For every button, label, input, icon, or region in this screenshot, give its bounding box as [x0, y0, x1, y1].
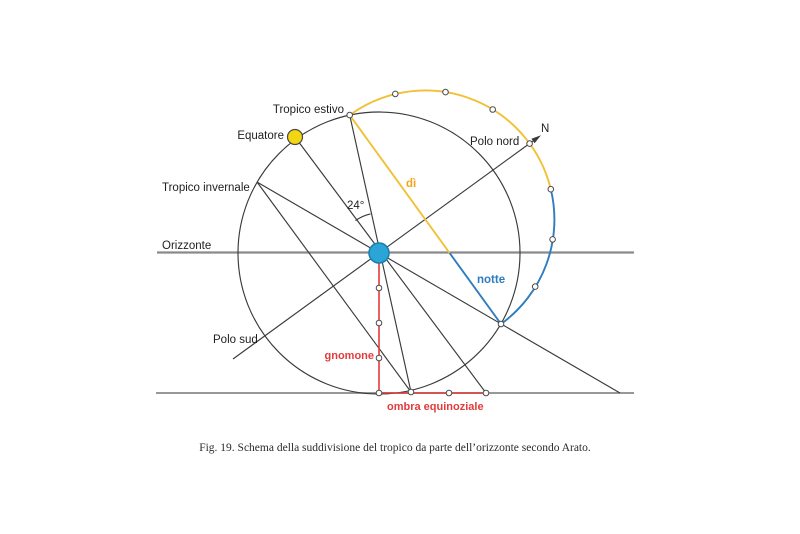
equator-sun-dot [288, 130, 303, 145]
shadow-end-marker [483, 390, 489, 396]
label-north: N [541, 123, 550, 135]
label-tropico-invernale: Tropico invernale [162, 182, 250, 194]
label-polo-nord: Polo nord [470, 136, 520, 148]
label-angle-24: 24° [347, 200, 365, 212]
polo-nord-marker [527, 141, 533, 147]
gnomon-base-marker [376, 390, 382, 396]
day-night-junction-marker [548, 186, 554, 192]
label-night: notte [477, 274, 506, 286]
arc-marker [393, 91, 399, 97]
label-polo-sud: Polo sud [213, 334, 258, 346]
night-end-marker [498, 321, 504, 327]
arc-marker [490, 107, 496, 113]
obliquity-angle-arc [356, 214, 371, 221]
gnomon-shadow-markers [376, 285, 489, 396]
arc-marker [347, 112, 353, 118]
arc-marker [550, 237, 556, 243]
label-orizzonte: Orizzonte [162, 240, 212, 252]
gnomon-marker [376, 320, 382, 326]
label-tropico-estivo: Tropico estivo [272, 104, 344, 116]
day-arc [350, 91, 551, 190]
tropic-endpoints-diameter [257, 182, 620, 393]
gnomon-marker [376, 285, 382, 291]
figure-caption: Fig. 19. Schema della suddivisione del tropico da parte dell’orizzonte secondo Arato. [199, 442, 591, 454]
earth-center-dot [369, 243, 389, 263]
label-equatore: Equatore [237, 130, 284, 142]
tropic-night-chord-segment [450, 253, 501, 324]
night-arc [501, 189, 554, 324]
shadow-marker [446, 390, 452, 396]
arc-marker [532, 284, 538, 290]
gnomon-marker [376, 355, 382, 361]
shadow-marker [408, 389, 414, 395]
label-gnomon: gnomone [324, 350, 374, 362]
arc-marker [443, 89, 449, 95]
north-arrowhead-icon [531, 135, 541, 143]
label-shadow: ombra equinoziale [387, 401, 484, 413]
label-day: dì [406, 178, 417, 190]
